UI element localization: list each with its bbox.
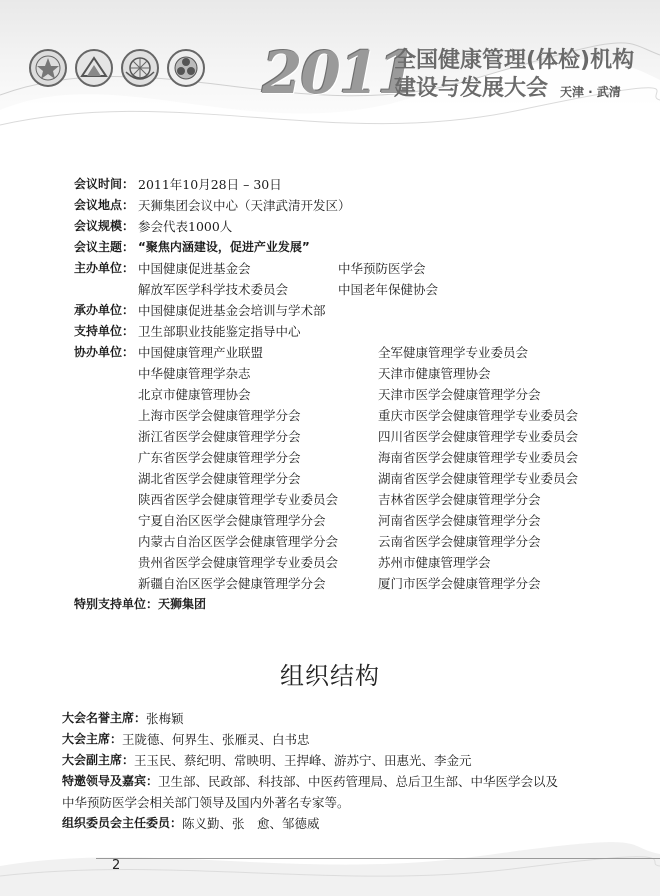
host-pair (138, 279, 438, 300)
org-value: 王玉民、蔡纪明、常映明、王捍峰、游苏宁、田惠光、李金元 (134, 753, 472, 768)
emblem-logo-3-icon (120, 48, 160, 88)
info-support-row (74, 321, 634, 342)
info-label: 会议时间： (74, 177, 135, 191)
info-label: 支持单位： (74, 324, 135, 338)
info-value: “聚焦内涵建设，促进产业发展” (138, 240, 310, 254)
info-host-row (74, 279, 634, 300)
emblem-logo-4-icon (166, 48, 206, 88)
co-organizer-pair (138, 552, 491, 573)
co-organizer-item: 新疆自治区医学会健康管理学分会 (138, 576, 326, 591)
footer-wave-decoration (0, 836, 660, 896)
footer-divider (96, 858, 660, 859)
org-label: 大会副主席： (62, 753, 135, 767)
co-organizer-pair (138, 573, 541, 594)
co-organizer-item: 内蒙古自治区医学会健康管理学分会 (138, 534, 339, 549)
co-organizer-row (74, 489, 634, 510)
co-organizer-item: 宁夏自治区医学会健康管理学分会 (138, 513, 326, 528)
co-organizer-item: 北京市健康管理协会 (138, 387, 251, 402)
co-organizer-pair (138, 384, 541, 405)
co-organizer-row (74, 363, 634, 384)
org-value: 陈义勤、张 愈、邹德威 (182, 816, 320, 831)
info-label: 主办单位： (74, 261, 135, 275)
section-title: 组织结构 (280, 662, 380, 690)
conference-title-line1: 全国健康管理(体检)机构 (394, 48, 635, 73)
co-organizer-row (74, 447, 634, 468)
co-organizer-item: 浙江省医学会健康管理学分会 (138, 429, 301, 444)
info-label: 会议主题： (74, 240, 135, 254)
org-label: 大会名誉主席： (62, 711, 147, 725)
co-organizer-item: 四川省医学会健康管理学专业委员会 (378, 429, 579, 444)
co-organizer-pair (138, 489, 541, 510)
co-organizer-row (74, 468, 634, 489)
co-organizer-item: 河南省医学会健康管理学分会 (378, 513, 541, 528)
info-venue-row (74, 195, 634, 216)
co-organizer-item: 吉林省医学会健康管理学分会 (378, 492, 541, 507)
emblem-logo-1-icon (28, 48, 68, 88)
info-label: 特别支持单位： (74, 597, 159, 611)
co-organizer-pair (138, 468, 578, 489)
info-label: 会议规模： (74, 219, 135, 233)
co-organizer-item: 苏州市健康管理学会 (378, 555, 491, 570)
info-organizer-row (74, 300, 634, 321)
org-value: 王陇德、何界生、张雁灵、白书忠 (122, 732, 310, 747)
co-organizer-pair (138, 405, 578, 426)
host-item: 中华预防医学会 (338, 261, 426, 276)
org-guests-row (62, 771, 642, 792)
host-item: 中国老年保健协会 (338, 282, 439, 297)
info-label: 会议地点： (74, 198, 135, 212)
conference-info (74, 174, 634, 615)
co-organizer-item: 中华健康管理学杂志 (138, 366, 251, 381)
org-value: 卫生部、民政部、科技部、中医药管理局、总后卫生部、中华医学会以及 (158, 774, 559, 789)
co-organizer-pair (138, 447, 578, 468)
co-organizer-list (74, 342, 634, 594)
co-organizer-item: 海南省医学会健康管理学专业委员会 (378, 450, 579, 465)
co-organizer-item: 陕西省医学会健康管理学专业委员会 (138, 492, 339, 507)
org-label: 组织委员会主任委员： (62, 816, 183, 830)
emblem-logo-2-icon (74, 48, 114, 88)
org-committee-row (62, 813, 642, 834)
co-organizer-item: 厦门市医学会健康管理学分会 (378, 576, 541, 591)
info-label: 协办单位： (74, 345, 135, 359)
co-organizer-row (74, 510, 634, 531)
info-value: 天狮集团会议中心（天津武清开发区） (138, 198, 351, 213)
co-organizer-item: 全军健康管理学专业委员会 (378, 345, 529, 360)
info-value: 卫生部职业技能鉴定指导中心 (138, 324, 301, 339)
co-organizer-pair (138, 426, 578, 447)
co-organizer-row (74, 531, 634, 552)
org-value: 张梅颖 (146, 711, 184, 726)
co-organizer-item: 上海市医学会健康管理学分会 (138, 408, 301, 423)
co-organizer-item: 天津市健康管理协会 (378, 366, 491, 381)
co-organizer-pair (138, 510, 541, 531)
co-organizer-row (74, 342, 634, 363)
host-item: 中国健康促进基金会 (138, 261, 251, 276)
co-organizer-row (74, 552, 634, 573)
co-organizer-item: 重庆市医学会健康管理学专业委员会 (378, 408, 579, 423)
co-organizer-row (74, 426, 634, 447)
co-organizer-pair (138, 531, 541, 552)
org-vice-row (62, 750, 642, 771)
co-organizer-row (74, 405, 634, 426)
conference-title-line2: 建设与发展大会 (394, 76, 549, 101)
host-pair (138, 258, 426, 279)
info-theme-row (74, 237, 634, 258)
info-label: 承办单位： (74, 303, 135, 317)
info-value: 参会代表1000人 (138, 219, 233, 234)
co-organizer-item: 湖北省医学会健康管理学分会 (138, 471, 301, 486)
co-organizer-item: 中国健康管理产业联盟 (138, 345, 264, 360)
info-time-row (74, 174, 634, 195)
info-value: 中国健康促进基金会培训与学术部 (138, 303, 326, 318)
org-label: 大会主席： (62, 732, 123, 746)
org-guests-row-continued (62, 792, 642, 813)
co-organizer-item: 湖南省医学会健康管理学专业委员会 (378, 471, 579, 486)
info-value: 天狮集团 (158, 597, 207, 611)
page-header (0, 0, 660, 140)
info-host-row (74, 258, 634, 279)
co-organizer-row (74, 573, 634, 594)
co-organizer-item: 天津市医学会健康管理学分会 (378, 387, 541, 402)
conference-place: 天津 · 武清 (560, 85, 621, 99)
info-special-row (74, 594, 634, 615)
org-label: 特邀领导及嘉宾： (62, 774, 159, 788)
host-item: 解放军医学科学技术委员会 (138, 282, 289, 297)
info-scale-row (74, 216, 634, 237)
co-organizer-pair (138, 342, 528, 363)
org-value: 中华预防医学会相关部门领导及国内外著名专家等。 (62, 795, 350, 810)
page-number: 2 (112, 858, 121, 873)
co-organizer-item: 广东省医学会健康管理学分会 (138, 450, 301, 465)
co-organizer-pair (138, 363, 491, 384)
co-organizer-row (74, 384, 634, 405)
organization-structure (62, 708, 642, 834)
co-organizer-item: 贵州省医学会健康管理学专业委员会 (138, 555, 339, 570)
year-heading: 2011 (262, 39, 416, 107)
org-chair-row (62, 729, 642, 750)
info-value: 2011年10月28日 – 30日 (138, 177, 282, 192)
co-organizer-item: 云南省医学会健康管理学分会 (378, 534, 541, 549)
org-honorary-row (62, 708, 642, 729)
logo-group (28, 48, 206, 88)
